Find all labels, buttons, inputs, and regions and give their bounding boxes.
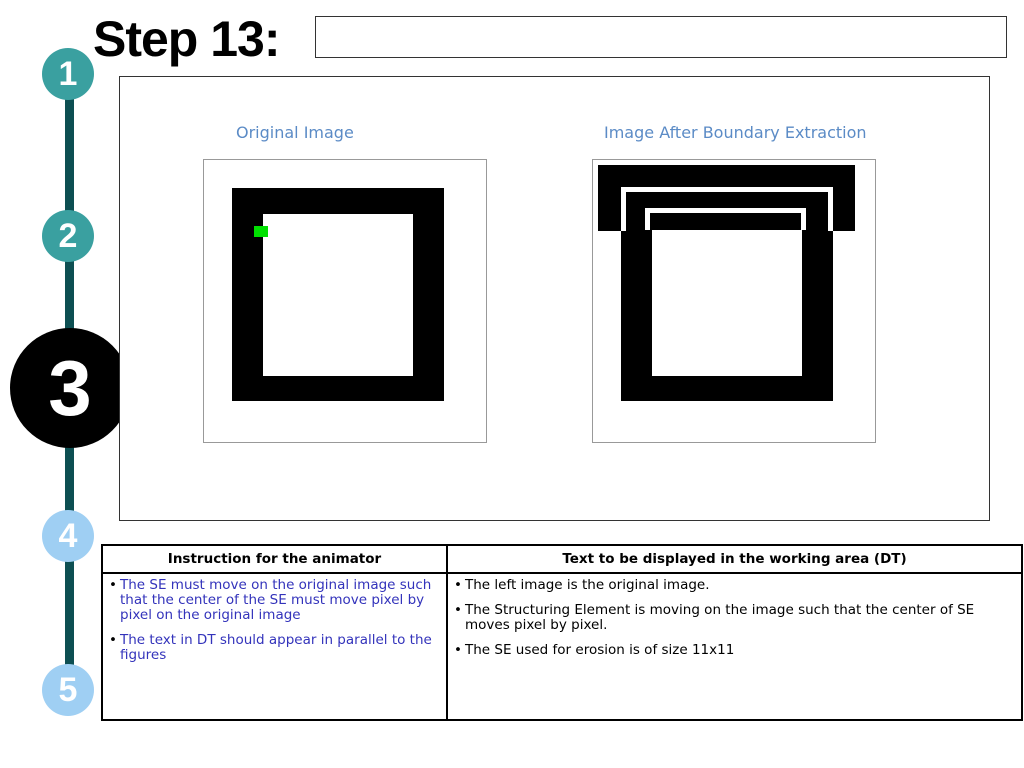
boundary-gap-2-right — [801, 208, 806, 230]
boundary-gap-1-left — [621, 187, 626, 231]
step-title: Step 13: — [93, 11, 280, 67]
display-text-item: • The left image is the original image. — [454, 578, 1015, 593]
display-text-cell — [447, 573, 1022, 720]
display-text-item: • The Structuring Element is moving on the image such that the center of SE moves pixel by pixel. — [454, 603, 1015, 633]
step-3-badge[interactable]: 3 — [10, 328, 130, 448]
instruction-cell — [102, 573, 447, 720]
instruction-item: • The text in DT should appear in parallel to the figures — [109, 633, 440, 663]
display-text-header: Text to be displayed in the working area (DT) — [447, 545, 1022, 573]
instruction-list — [109, 578, 440, 663]
boundary-square-inner — [652, 230, 802, 376]
display-text-item: • The SE used for erosion is of size 11x11 — [454, 643, 1015, 658]
original-image-caption: Original Image — [236, 123, 354, 142]
boundary-image-frame — [592, 159, 876, 443]
boundary-image-caption: Image After Boundary Extraction — [604, 123, 867, 142]
boundary-gap-1-right — [828, 187, 833, 231]
instruction-item: • The SE must move on the original image such that the center of the SE must move pixel by pixel on the original image — [109, 578, 440, 623]
boundary-gap-2-left — [645, 208, 650, 230]
step-2-badge[interactable]: 2 — [42, 210, 94, 262]
boundary-gap-2 — [645, 208, 806, 213]
step-5-badge[interactable]: 5 — [42, 664, 94, 716]
step-1-badge[interactable]: 1 — [42, 48, 94, 100]
original-square-inner — [263, 214, 413, 376]
step-title-box — [315, 16, 1007, 58]
instruction-header: Instruction for the animator — [102, 545, 447, 573]
instruction-table — [101, 544, 1023, 721]
original-image-frame — [203, 159, 487, 443]
display-text-list — [454, 578, 1015, 658]
structuring-element-marker — [254, 226, 268, 237]
step-4-badge[interactable]: 4 — [42, 510, 94, 562]
boundary-gap-1 — [621, 187, 833, 192]
working-area — [119, 76, 990, 521]
